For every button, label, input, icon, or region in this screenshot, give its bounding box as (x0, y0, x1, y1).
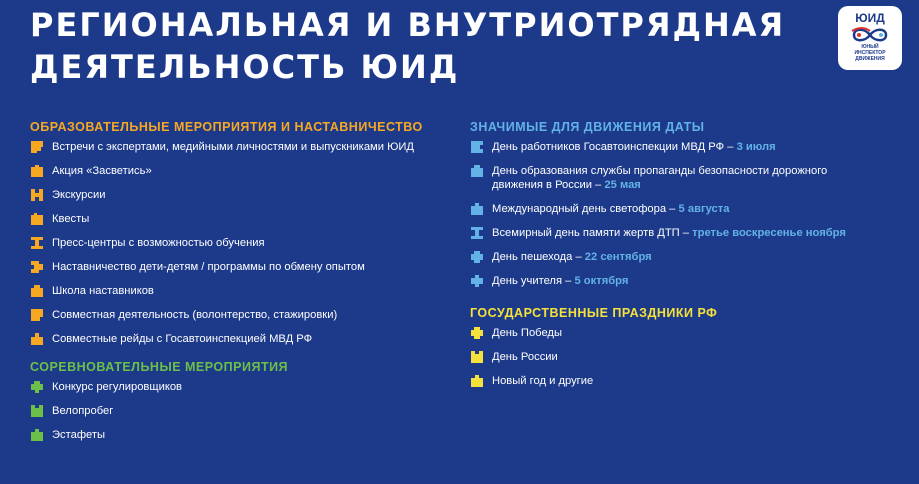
list-item: Велопробег (30, 404, 450, 418)
logo-name: ЮИД (855, 11, 885, 25)
list-item: День Победы (470, 326, 890, 340)
holidays-list (470, 326, 890, 388)
right-column (470, 120, 890, 398)
list-item: День учителя – 5 октября (470, 274, 890, 288)
list-item: Новый год и другие (470, 374, 890, 388)
puzzle-piece-icon (30, 260, 44, 274)
significant-dates-list (470, 140, 890, 288)
puzzle-piece-icon (30, 428, 44, 442)
list-item: Конкурс регулировщиков (30, 380, 450, 394)
puzzle-piece-icon (470, 274, 484, 288)
holidays-title: ГОСУДАРСТВЕННЫЕ ПРАЗДНИКИ РФ (470, 306, 718, 320)
puzzle-piece-icon (30, 284, 44, 298)
educational-section-title: ОБРАЗОВАТЕЛЬНЫЕ МЕРОПРИЯТИЯ И НАСТАВНИЧЕСТВО (30, 120, 423, 134)
puzzle-piece-icon (30, 140, 44, 154)
date-highlight: 22 сентября (584, 251, 652, 263)
puzzle-piece-icon (470, 250, 484, 264)
educational-list (30, 140, 450, 346)
puzzle-piece-icon (470, 226, 484, 240)
date-highlight: 25 мая (604, 179, 641, 191)
puzzle-piece-icon (30, 404, 44, 418)
list-item: День работников Госавтоинспекции МВД РФ – 3 июля (470, 140, 890, 154)
puzzle-piece-icon (470, 140, 484, 154)
puzzle-piece-icon (470, 164, 484, 178)
puzzle-piece-icon (470, 350, 484, 364)
list-item: Пресс-центры с возможностью обучения (30, 236, 450, 250)
list-item: Встречи с экспертами, медийными личностями и выпускниками ЮИД (30, 140, 450, 154)
title-line-1: РЕГИОНАЛЬНАЯ И ВНУТРИОТРЯДНАЯ (30, 6, 786, 44)
list-item: Совместные рейды с Госавтоинспекцией МВД РФ (30, 332, 450, 346)
title-line-2: ДЕЯТЕЛЬНОСТЬ ЮИД (30, 48, 460, 86)
list-item: Наставничество дети-детям / программы по обмену опытом (30, 260, 450, 274)
date-highlight: 5 августа (678, 203, 730, 215)
puzzle-piece-icon (30, 308, 44, 322)
list-item: Международный день светофора – 5 августа (470, 202, 890, 216)
list-item: День пешехода – 22 сентября (470, 250, 890, 264)
list-item: Совместная деятельность (волонтерство, стажировки) (30, 308, 450, 322)
logo-subtitle-1: ЮНЫЙ (861, 44, 879, 50)
list-item: Эстафеты (30, 428, 450, 442)
puzzle-piece-icon (470, 374, 484, 388)
logo-subtitle-3: ДВИЖЕНИЯ (855, 56, 885, 62)
competitive-section-title: СОРЕВНОВАТЕЛЬНЫЕ МЕРОПРИЯТИЯ (30, 360, 289, 374)
list-item: День образования службы пропаганды безопасности дорожного движения в России – 25 мая (470, 164, 890, 192)
competitive-list (30, 380, 450, 442)
list-item: Квесты (30, 212, 450, 226)
date-highlight: третье воскресенье ноября (692, 227, 846, 239)
significant-dates-title: ЗНАЧИМЫЕ ДЛЯ ДВИЖЕНИЯ ДАТЫ (470, 120, 705, 134)
puzzle-piece-icon (30, 332, 44, 346)
puzzle-piece-icon (30, 212, 44, 226)
puzzle-piece-icon (30, 380, 44, 394)
list-item: Экскурсии (30, 188, 450, 202)
infinity-logo-icon (848, 26, 892, 44)
logo-subtitle-2: ИНСПЕКТОР (854, 50, 886, 56)
date-highlight: 3 июля (736, 141, 776, 153)
page-title (30, 4, 785, 88)
puzzle-piece-icon (30, 236, 44, 250)
list-item: День России (470, 350, 890, 364)
list-item: Школа наставников (30, 284, 450, 298)
date-highlight: 5 октября (574, 275, 629, 287)
list-item: Всемирный день памяти жертв ДТП – третье воскресенье ноября (470, 226, 890, 240)
list-item: Акция «Засветись» (30, 164, 450, 178)
puzzle-piece-icon (30, 164, 44, 178)
puzzle-piece-icon (30, 188, 44, 202)
puzzle-piece-icon (470, 202, 484, 216)
yuid-logo (838, 6, 902, 70)
puzzle-piece-icon (470, 326, 484, 340)
left-column (30, 120, 450, 452)
